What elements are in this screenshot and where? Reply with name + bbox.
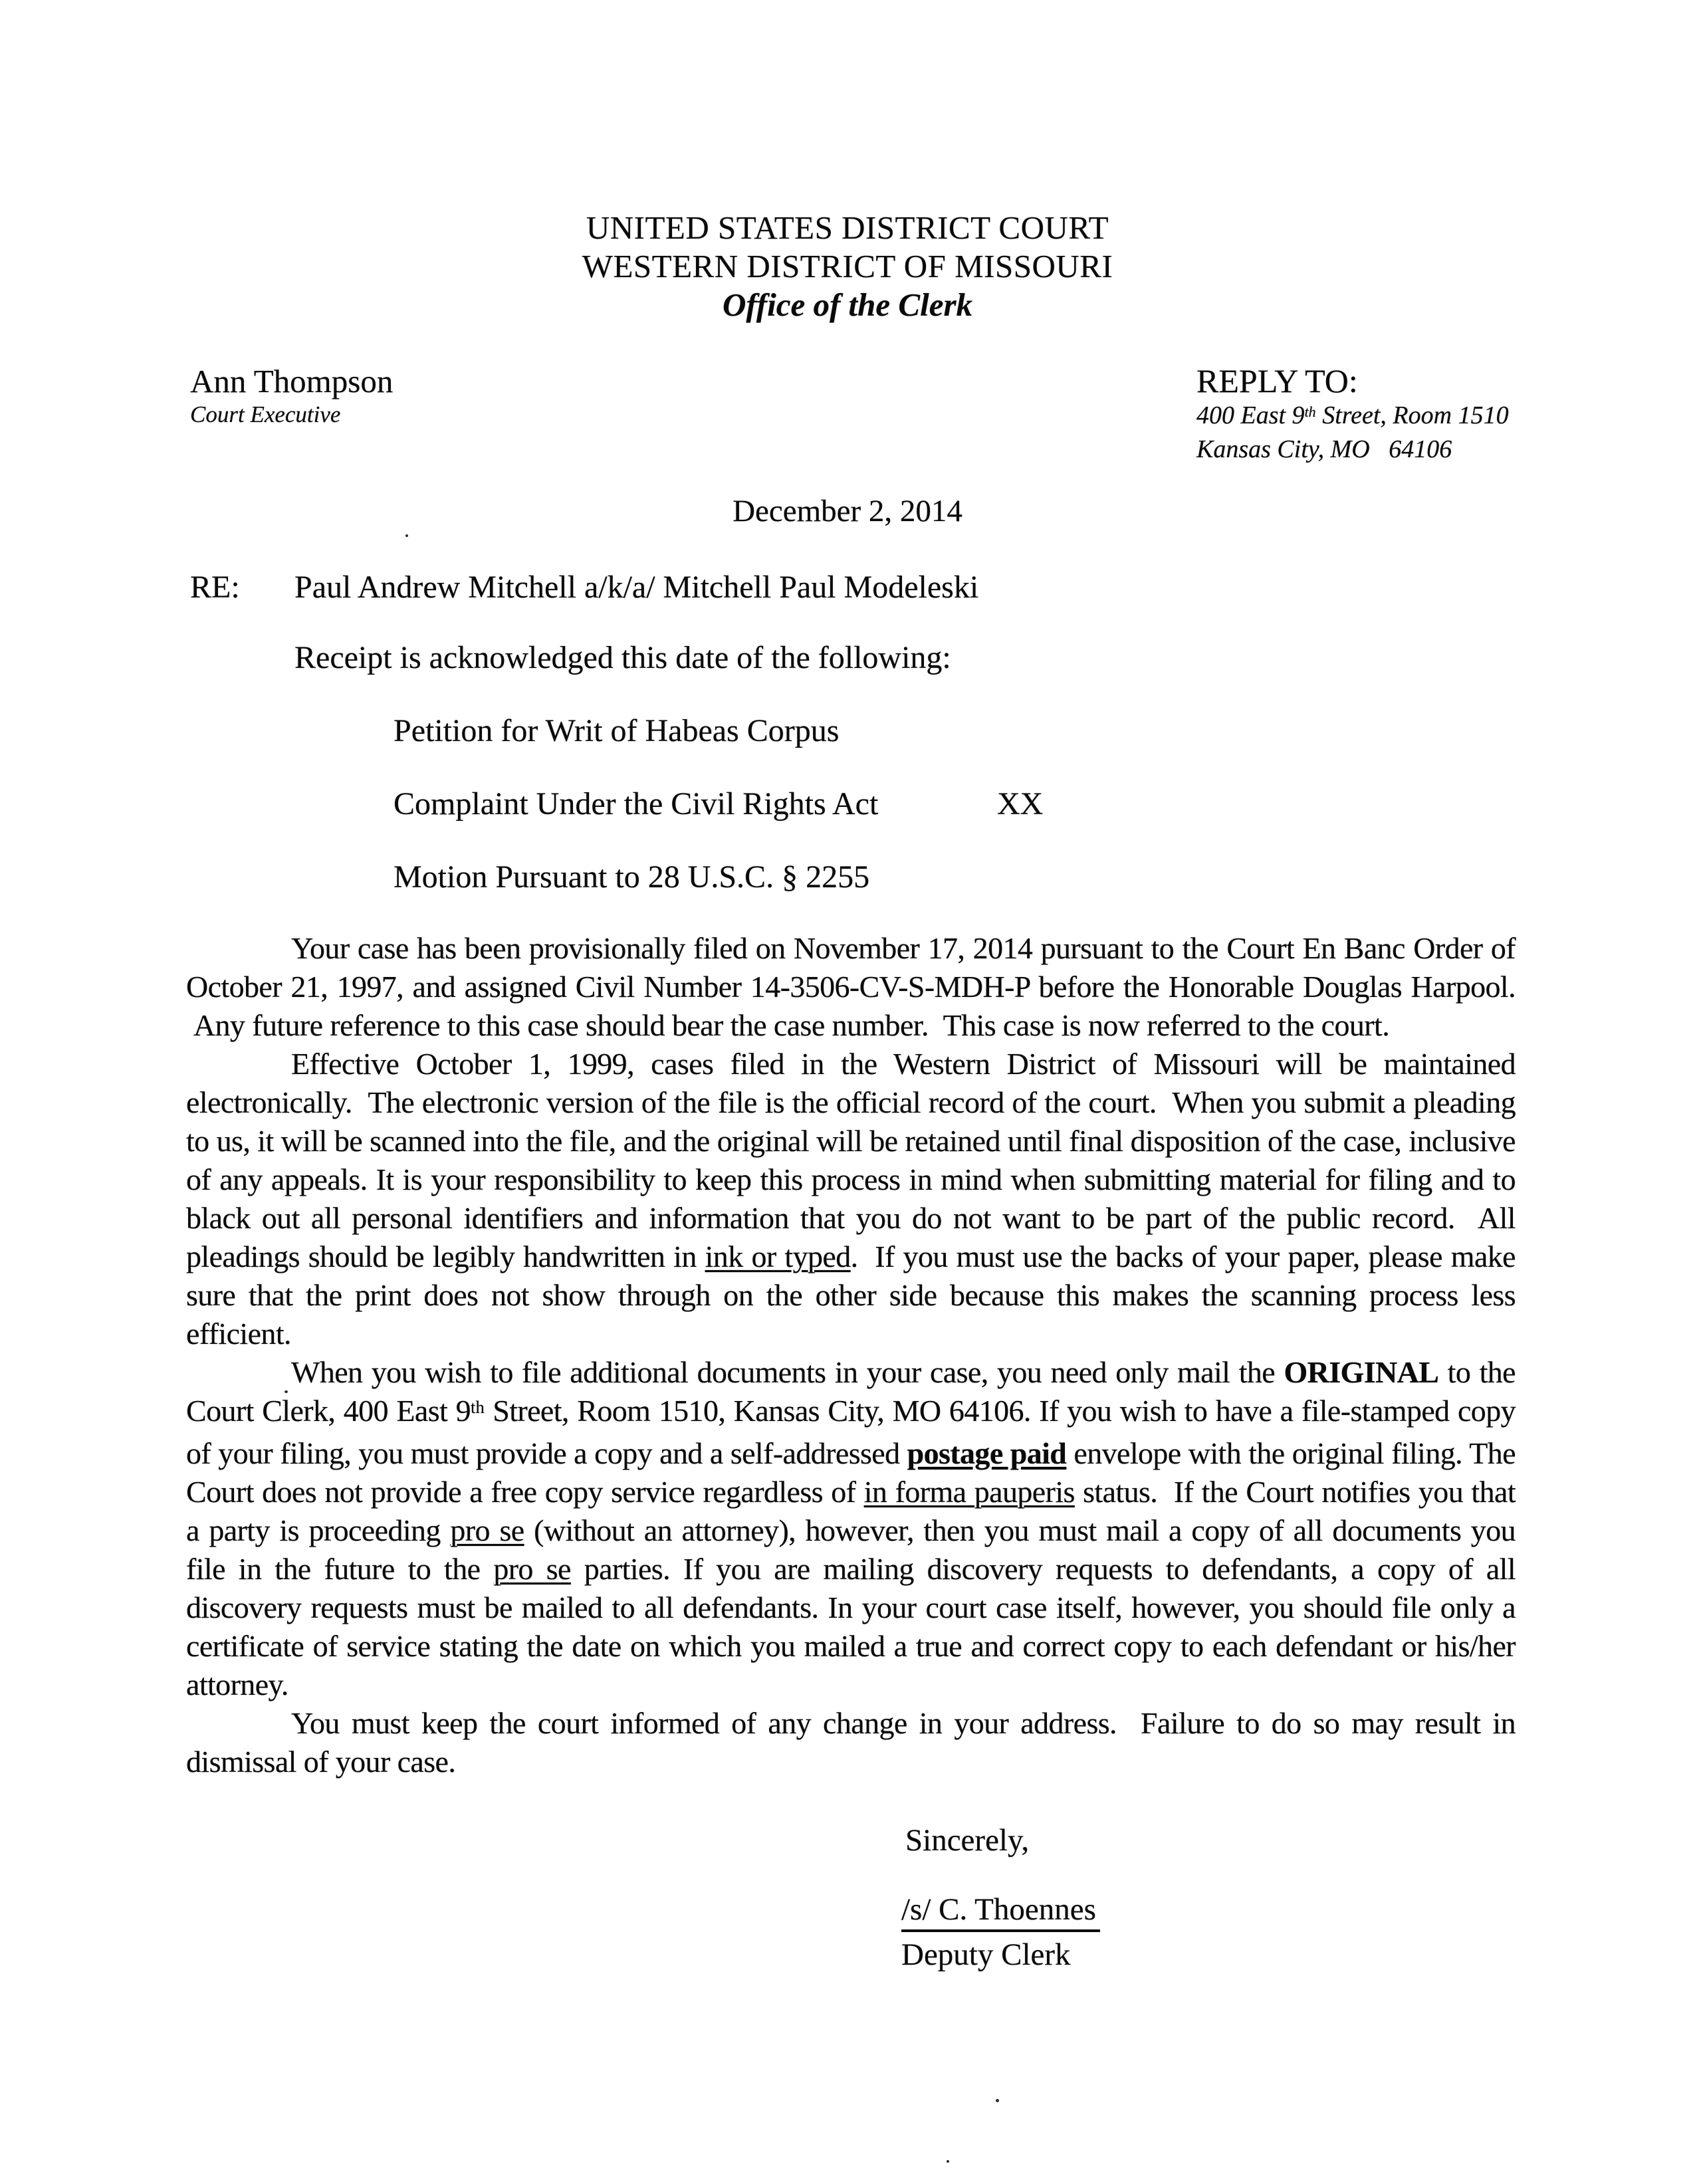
re-subject: Paul Andrew Mitchell a/k/a/ Mitchell Paul Modeleski <box>294 570 979 605</box>
letter-body <box>186 929 1516 1781</box>
receipt-acknowledgment: Receipt is acknowledged this date of the following: <box>294 640 951 675</box>
sender-block <box>190 363 393 429</box>
signature: /s/ C. Thoennes <box>901 1892 1100 1932</box>
reply-to-address-line1: 400 East 9th Street, Room 1510 <box>1196 401 1509 429</box>
enclosure-item-label: Complaint Under the Civil Rights Act <box>394 786 879 821</box>
re-label: RE: <box>190 570 240 605</box>
reply-to-address-line2: Kansas City, MO 64106 <box>1196 435 1452 463</box>
signer-title: Deputy Clerk <box>901 1937 1071 1972</box>
body-paragraph-3: When you wish to file additional documents in your case, you need only mail the ORIGINAL to the Court Clerk, 400 East 9th Street, Room 1510, Kansas City, MO 64106. If you wish to have a file-stamped copy of your filing, you must provide a copy and a self-addressed postage paid envelope with the original filing. The Court does not provide a free copy service regardless of in forma pauperis status. If the Court notifies you that a party is proceeding pro se (without an attorney), however, then you must mail a copy of all documents you file in the future to the pro se parties. If you are mailing discovery requests to defendants, a copy of all discovery requests must be mailed to all defendants. In your court case itself, however, you should file only a certificate of service stating the date on which you mailed a true and correct copy to each defendant or his/her attorney. <box>186 1355 1516 1701</box>
enclosure-item-petition <box>394 712 839 749</box>
scan-speck <box>996 2099 999 2102</box>
enclosure-item-mark: XX <box>997 786 1044 821</box>
letter-date: December 2, 2014 <box>733 494 962 528</box>
body-paragraph-1: Your case has been provisionally filed on November 17, 2014 pursuant to the Court En Banc Order of October 21, 1997, and assigned Civil Number 14-3506-CV-S-MDH-P before the Honorable Douglas Harpool. Any future reference to this case should bear the case number. This case is now referred to the court. <box>186 931 1516 1042</box>
enclosure-item-label: Petition for Writ of Habeas Corpus <box>394 713 840 748</box>
closing-salutation: Sincerely, <box>905 1823 1030 1858</box>
office-of-clerk: Office of the Clerk <box>722 286 973 323</box>
scan-speck <box>947 2160 949 2163</box>
enclosure-item-motion <box>394 859 869 895</box>
body-paragraph-2: Effective October 1, 1999, cases filed in the Western District of Missouri will be maintained electronically. The electronic version of the file is the official record of the court. When you submit a pleading to us, it will be scanned into the file, and the original will be retained until final disposition of the case, inclusive of any appeals. It is your responsibility to keep this process in mind when submitting material for filing and to black out all personal identifiers and information that you do not want to be part of the public record. All pleadings should be legibly handwritten in ink or typed. If you must use the backs of your paper, please make sure that the print does not show through on the other side because this makes the scanning process less efficient. <box>186 1047 1516 1351</box>
enclosure-item-label: Motion Pursuant to 28 U.S.C. § 2255 <box>394 859 870 895</box>
reply-to-block <box>1196 362 1509 465</box>
body-paragraph-4: You must keep the court informed of any change in your address. Failure to do so may result in dismissal of your case. <box>186 1706 1516 1779</box>
enclosure-item-complaint <box>394 786 1044 822</box>
district-name: WESTERN DISTRICT OF MISSOURI <box>582 248 1113 284</box>
sender-name: Ann Thompson <box>190 363 394 399</box>
letterhead <box>0 209 1695 324</box>
scan-speck <box>284 1390 288 1393</box>
reply-to-label: REPLY TO: <box>1196 362 1358 399</box>
re-row <box>190 569 979 605</box>
court-name: UNITED STATES DISTRICT COURT <box>586 209 1109 246</box>
sender-title: Court Executive <box>190 401 341 427</box>
scan-speck <box>405 534 408 537</box>
